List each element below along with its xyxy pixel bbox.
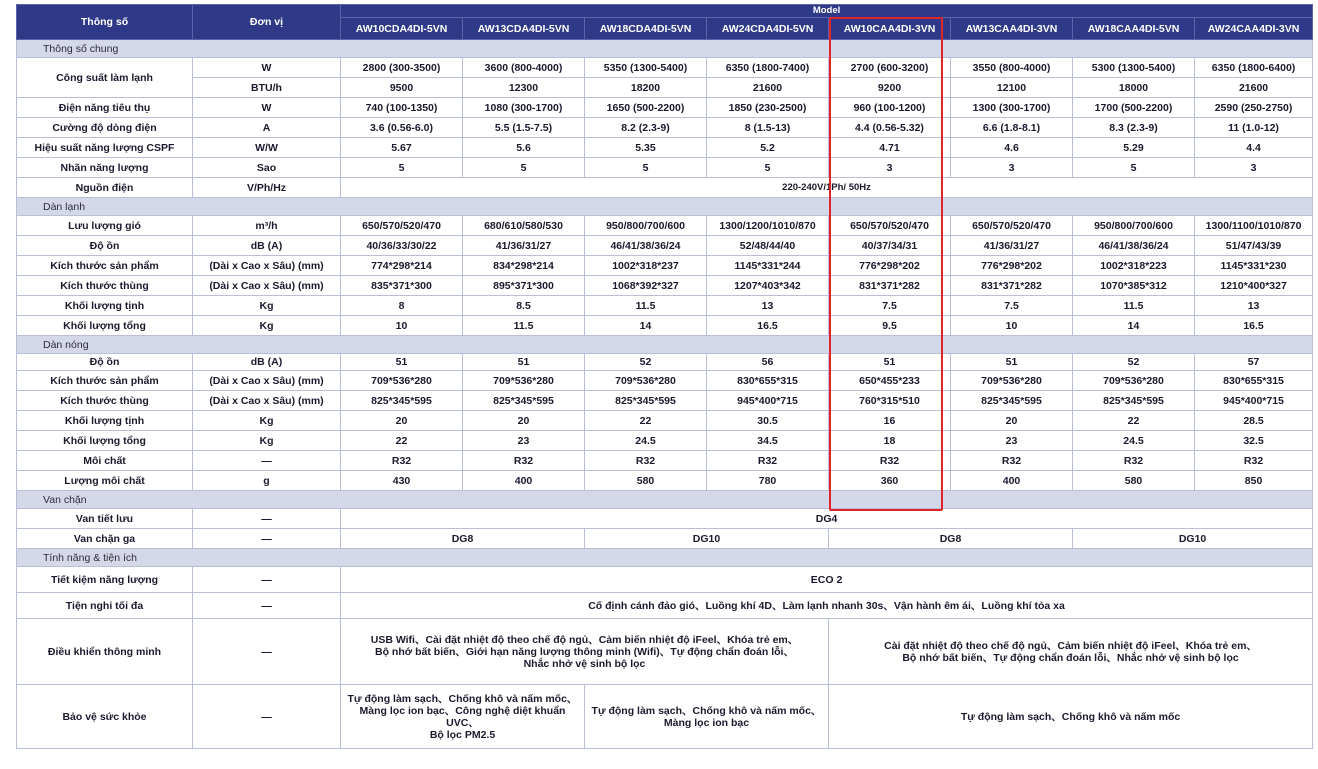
cell: 14 [1073,316,1195,336]
cell: 24.5 [585,431,707,451]
cell: 8 (1.5-13) [707,118,829,138]
cell: 776*298*202 [951,256,1073,276]
model-name: AW18CAA4DI-5VN [1073,18,1195,40]
feature-line: Cài đặt nhiệt độ theo chế độ ngủ、Cảm biến nhiệt độ iFeel、Khóa trẻ em、 [884,639,1257,652]
cell: 3 [951,158,1073,178]
cell: 12100 [951,78,1073,98]
cell: 6.6 (1.8-8.1) [951,118,1073,138]
cell: 3600 (800-4000) [463,58,585,78]
cell: 51 [829,354,951,371]
cell: 57 [1195,354,1313,371]
cell-merged [829,619,1313,685]
feature-line: Bộ lọc PM2.5 [429,728,496,741]
cell: 709*536*280 [341,371,463,391]
feature-line: Bộ nhớ bất biến、Tự động chẩn đoán lỗi、Nhắc nhở vệ sinh bộ lọc [902,651,1239,664]
cell: 52/48/44/40 [707,236,829,256]
cell: 945*400*715 [707,391,829,411]
cell: 22 [585,411,707,431]
cell: 6350 (1800-6400) [1195,58,1313,78]
cell-merged: ECO 2 [341,567,1313,593]
cell: 10 [341,316,463,336]
cell: 834*298*214 [463,256,585,276]
cell: 825*345*595 [951,391,1073,411]
cell: 18200 [585,78,707,98]
cell: 5.5 (1.5-7.5) [463,118,585,138]
cell: 10 [951,316,1073,336]
model-name: AW13CDA4DI-5VN [463,18,585,40]
cell: 5 [463,158,585,178]
feature-line: Tự động làm sạch、Chống khô và nấm mốc、 [347,692,578,705]
cell: 20 [463,411,585,431]
feature-line: Tự động làm sạch、Chống khô và nấm mốc [960,710,1181,723]
row-label: Tiết kiệm năng lượng [17,567,193,593]
cell: 13 [707,296,829,316]
cell: 709*536*280 [585,371,707,391]
cell: R32 [829,451,951,471]
cell: 1068*392*327 [585,276,707,296]
section-valve: Van chặn [17,491,1313,509]
row-unit: Kg [193,411,341,431]
row-unit: (Dài x Cao x Sâu) (mm) [193,276,341,296]
cell: 32.5 [1195,431,1313,451]
section-outdoor: Dàn nóng [17,336,1313,354]
cell: 1002*318*223 [1073,256,1195,276]
cell: 5 [585,158,707,178]
cell: 30.5 [707,411,829,431]
row-unit: dB (A) [193,354,341,371]
cell: 8 [341,296,463,316]
cell: 8.3 (2.3-9) [1073,118,1195,138]
cell: 776*298*202 [829,256,951,276]
row-label: Cường độ dòng điện [17,118,193,138]
row-label: Điện năng tiêu thụ [17,98,193,118]
row-label: Khối lượng tổng [17,316,193,336]
feature-line: Bộ nhớ bất biến、Giới hạn năng lượng thông minh (Wifi)、Tự động chẩn đoán lỗi、 [375,645,794,658]
section-features: Tính năng & tiện ích [17,549,1313,567]
cell-merged: DG8 [341,529,585,549]
cell: 1070*385*312 [1073,276,1195,296]
cell-merged: DG8 [829,529,1073,549]
cell: 11 (1.0-12) [1195,118,1313,138]
row-unit: V/Ph/Hz [193,178,341,198]
row-unit: Kg [193,296,341,316]
cell: 1300/1100/1010/870 [1195,216,1313,236]
cell: 51 [341,354,463,371]
cell: 825*345*595 [341,391,463,411]
cell: 5300 (1300-5400) [1073,58,1195,78]
cell: 23 [951,431,1073,451]
cell: 3 [829,158,951,178]
section-general: Thông số chung [17,40,1313,58]
cell: 1207*403*342 [707,276,829,296]
row-unit: — [193,593,341,619]
row-unit: BTU/h [193,78,341,98]
row-label: Van chặn ga [17,529,193,549]
cell: 16 [829,411,951,431]
row-label: Bảo vệ sức khỏe [17,685,193,749]
row-label: Tiện nghi tối đa [17,593,193,619]
cell: 8.5 [463,296,585,316]
row-unit: — [193,619,341,685]
cell: 13 [1195,296,1313,316]
cell: 1145*331*244 [707,256,829,276]
feature-line: Màng lọc ion bạc、Công nghệ diệt khuẩn UVC、 [359,704,566,729]
cell: 1080 (300-1700) [463,98,585,118]
cell: 945*400*715 [1195,391,1313,411]
cell: 5.2 [707,138,829,158]
cell-merged: DG4 [341,509,1313,529]
feature-line: Tự động làm sạch、Chống khô và nấm mốc、 [591,704,822,717]
cell: 400 [951,471,1073,491]
cell: 709*536*280 [951,371,1073,391]
cell: 21600 [707,78,829,98]
cell: 51 [463,354,585,371]
cell: 4.4 [1195,138,1313,158]
cell: 4.4 (0.56-5.32) [829,118,951,138]
row-unit: W [193,98,341,118]
cell: 4.71 [829,138,951,158]
cell: 16.5 [707,316,829,336]
cell: 709*536*280 [1073,371,1195,391]
cell: 40/36/33/30/22 [341,236,463,256]
cell: 5.6 [463,138,585,158]
cell: 774*298*214 [341,256,463,276]
cell: 24.5 [1073,431,1195,451]
cell: 760*315*510 [829,391,951,411]
cell: 5 [1073,158,1195,178]
cell: 709*536*280 [463,371,585,391]
cell: R32 [1195,451,1313,471]
cell: 780 [707,471,829,491]
cell: 8.2 (2.3-9) [585,118,707,138]
cell: 740 (100-1350) [341,98,463,118]
row-unit: m³/h [193,216,341,236]
cell: 56 [707,354,829,371]
cell: R32 [1073,451,1195,471]
cell: 850 [1195,471,1313,491]
cell: 2590 (250-2750) [1195,98,1313,118]
row-unit: — [193,451,341,471]
cell: 28.5 [1195,411,1313,431]
cell: 835*371*300 [341,276,463,296]
row-label: Độ ồn [17,236,193,256]
cell: 360 [829,471,951,491]
cell: 11.5 [585,296,707,316]
cell: 830*655*315 [707,371,829,391]
spec-table [16,4,1313,749]
row-label: Môi chất [17,451,193,471]
row-unit: dB (A) [193,236,341,256]
row-unit: Sao [193,158,341,178]
cell: 825*345*595 [585,391,707,411]
cell: 41/36/31/27 [951,236,1073,256]
cell: 16.5 [1195,316,1313,336]
row-unit: — [193,529,341,549]
cell: 9.5 [829,316,951,336]
row-unit: W [193,58,341,78]
cell: 52 [1073,354,1195,371]
cell: 895*371*300 [463,276,585,296]
header-param: Thông số [17,5,193,40]
cell: 51/47/43/39 [1195,236,1313,256]
row-unit: — [193,509,341,529]
cell: 5350 (1300-5400) [585,58,707,78]
model-name: AW24CAA4DI-3VN [1195,18,1313,40]
model-name: AW18CDA4DI-5VN [585,18,707,40]
cell: 2800 (300-3500) [341,58,463,78]
cell: R32 [951,451,1073,471]
cell: R32 [341,451,463,471]
cell: 650/570/520/470 [951,216,1073,236]
row-unit: (Dài x Cao x Sâu) (mm) [193,256,341,276]
cell: 950/800/700/600 [1073,216,1195,236]
cell: 831*371*282 [829,276,951,296]
row-unit: — [193,567,341,593]
row-unit: — [193,685,341,749]
cell: 4.6 [951,138,1073,158]
row-unit: (Dài x Cao x Sâu) (mm) [193,371,341,391]
cell: 23 [463,431,585,451]
cell: 34.5 [707,431,829,451]
cell: 680/610/580/530 [463,216,585,236]
cell: 5 [341,158,463,178]
cell-merged [585,685,829,749]
cell: 1700 (500-2200) [1073,98,1195,118]
cell: 1850 (230-2500) [707,98,829,118]
row-label: Nguồn điện [17,178,193,198]
cell-merged: DG10 [1073,529,1313,549]
cell: 46/41/38/36/24 [1073,236,1195,256]
cell: 40/37/34/31 [829,236,951,256]
feature-line: Nhắc nhở vệ sinh bộ lọc [523,657,646,670]
row-label: Kích thước thùng [17,276,193,296]
cell: 1300 (300-1700) [951,98,1073,118]
row-label: Kích thước sản phẩm [17,256,193,276]
row-label: Khối lượng tịnh [17,411,193,431]
cell: 1650 (500-2200) [585,98,707,118]
cell: 5.29 [1073,138,1195,158]
cell-merged: 220-240V/1Ph/ 50Hz [341,178,1313,198]
row-label: Lưu lượng gió [17,216,193,236]
cell: 650/570/520/470 [341,216,463,236]
cell: 20 [341,411,463,431]
cell: 580 [1073,471,1195,491]
cell: 18 [829,431,951,451]
cell: 9500 [341,78,463,98]
cell: 12300 [463,78,585,98]
cell: 1145*331*230 [1195,256,1313,276]
cell: 1300/1200/1010/870 [707,216,829,236]
cell: 650*455*233 [829,371,951,391]
cell: 3550 (800-4000) [951,58,1073,78]
feature-line: Màng lọc ion bạc [663,716,750,729]
cell: 430 [341,471,463,491]
cell: 650/570/520/470 [829,216,951,236]
cell: R32 [585,451,707,471]
row-unit: (Dài x Cao x Sâu) (mm) [193,391,341,411]
row-unit: g [193,471,341,491]
cell: 5.67 [341,138,463,158]
row-label: Hiệu suất năng lượng CSPF [17,138,193,158]
cell: 580 [585,471,707,491]
cell: 14 [585,316,707,336]
cell: 7.5 [829,296,951,316]
cell: 41/36/31/27 [463,236,585,256]
cell: 22 [341,431,463,451]
cell: 11.5 [463,316,585,336]
cell: 51 [951,354,1073,371]
cell-merged [829,685,1313,749]
row-label: Van tiết lưu [17,509,193,529]
cell: R32 [707,451,829,471]
cell: 825*345*595 [1073,391,1195,411]
section-indoor: Dàn lạnh [17,198,1313,216]
cell: 830*655*315 [1195,371,1313,391]
cell: 3.6 (0.56-6.0) [341,118,463,138]
cell: 5 [707,158,829,178]
feature-line: USB Wifi、Cài đặt nhiệt độ theo chế độ ngủ、Cảm biến nhiệt độ iFeel、Khóa trẻ em、 [370,633,799,646]
cell: 400 [463,471,585,491]
cell-merged: Cố định cánh đảo gió、Luồng khí 4D、Làm lạnh nhanh 30s、Vận hành êm ái、Luồng khí tỏa xa [341,593,1313,619]
header-unit: Đơn vị [193,5,341,40]
row-label: Kích thước thùng [17,391,193,411]
row-label: Kích thước sản phẩm [17,371,193,391]
model-name: AW10CAA4DI-3VN [829,18,951,40]
cell: 11.5 [1073,296,1195,316]
cell: 1002*318*237 [585,256,707,276]
cell-merged: DG10 [585,529,829,549]
cell: 9200 [829,78,951,98]
row-label: Điều khiển thông minh [17,619,193,685]
cell: 20 [951,411,1073,431]
row-label: Nhãn năng lượng [17,158,193,178]
cell: 960 (100-1200) [829,98,951,118]
row-unit: Kg [193,431,341,451]
cell: R32 [463,451,585,471]
cell: 5.35 [585,138,707,158]
header-model: Model [341,5,1313,18]
row-unit: A [193,118,341,138]
row-unit: Kg [193,316,341,336]
cell: 825*345*595 [463,391,585,411]
cell: 831*371*282 [951,276,1073,296]
row-label: Khối lượng tổng [17,431,193,451]
cell: 52 [585,354,707,371]
cell: 46/41/38/36/24 [585,236,707,256]
cell: 7.5 [951,296,1073,316]
cell-merged [341,619,829,685]
cell: 1210*400*327 [1195,276,1313,296]
cell: 3 [1195,158,1313,178]
cell: 2700 (600-3200) [829,58,951,78]
row-unit: W/W [193,138,341,158]
cell: 950/800/700/600 [585,216,707,236]
row-label: Khối lượng tịnh [17,296,193,316]
row-label: Công suất làm lạnh [17,58,193,98]
cell: 18000 [1073,78,1195,98]
model-name: AW13CAA4DI-3VN [951,18,1073,40]
row-label: Lượng môi chất [17,471,193,491]
cell-merged [341,685,585,749]
cell: 22 [1073,411,1195,431]
cell: 21600 [1195,78,1313,98]
model-name: AW10CDA4DI-5VN [341,18,463,40]
model-name: AW24CDA4DI-5VN [707,18,829,40]
row-label: Độ ồn [17,354,193,371]
cell: 6350 (1800-7400) [707,58,829,78]
